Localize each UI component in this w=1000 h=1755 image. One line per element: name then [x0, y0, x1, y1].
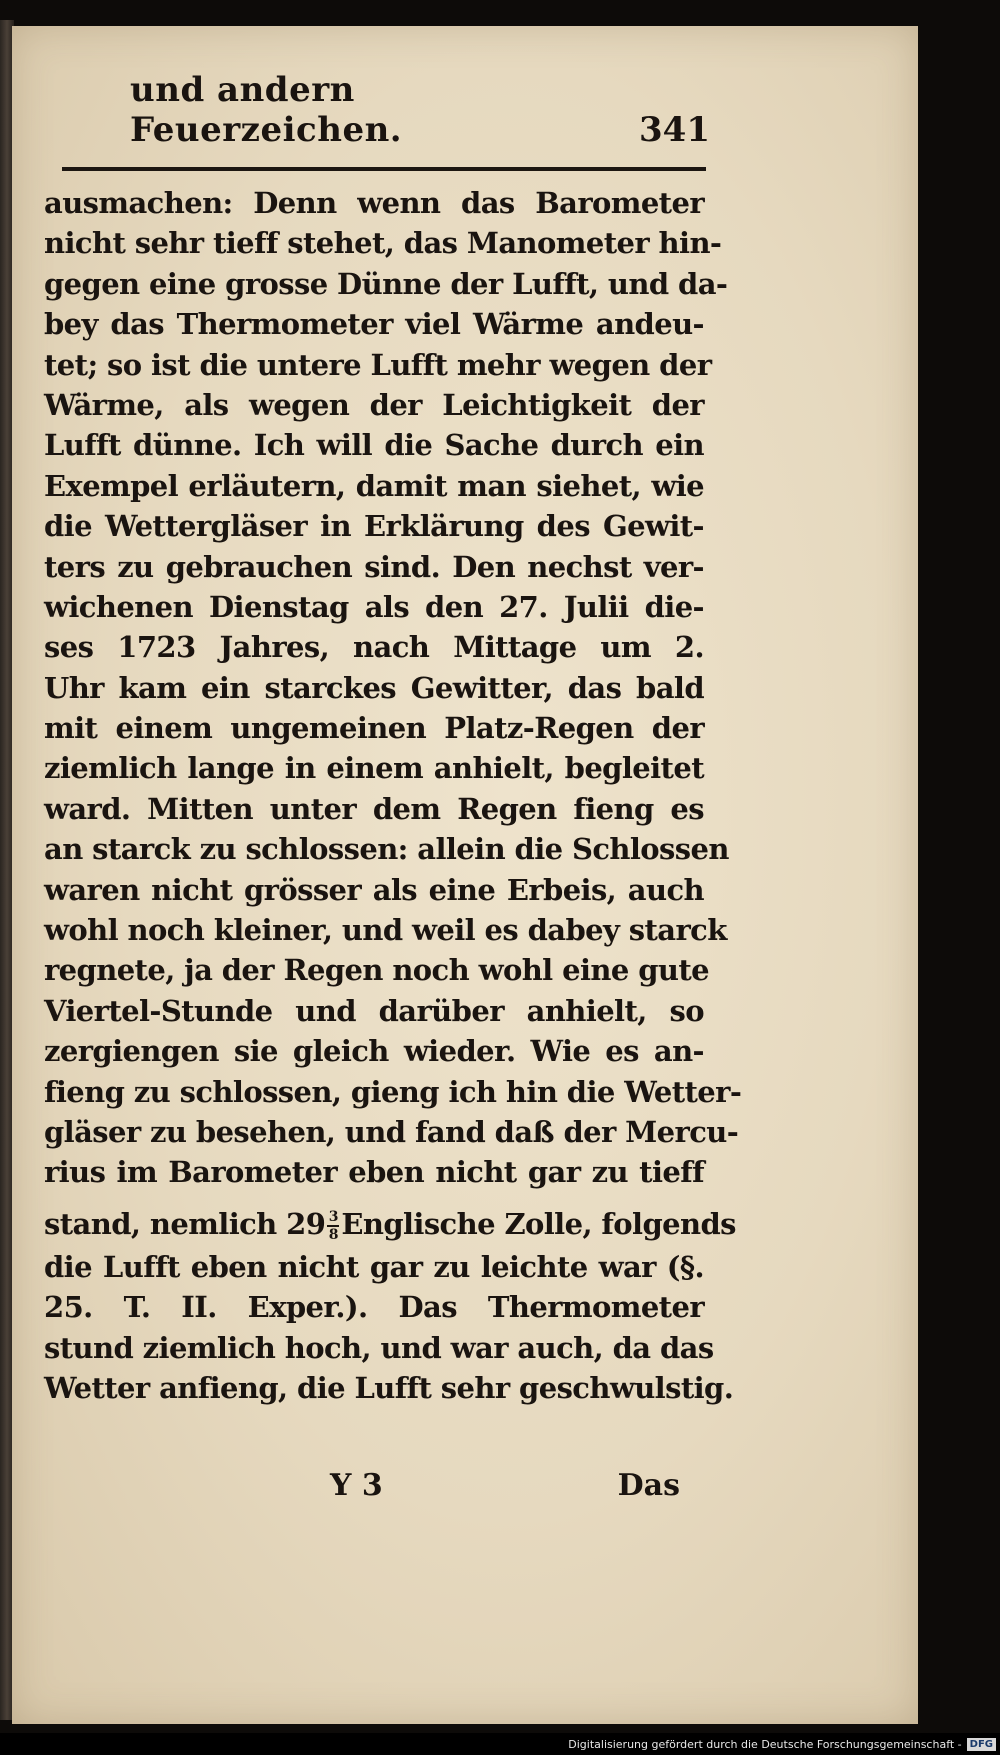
text-line: stund ziemlich hoch, und war auch, da das: [44, 1330, 714, 1365]
text-line: Wärme, als wegen der Leichtigkeit der: [44, 387, 704, 422]
text-line: zergiengen sie gleich wieder. Wie es an-: [44, 1034, 704, 1069]
text-line: 25. T. II. Exper.). Das Thermometer: [44, 1290, 704, 1325]
fraction-line-before: stand, nemlich 29: [44, 1206, 326, 1241]
text-line: tet; so ist die untere Lufft mehr wegen der: [44, 347, 712, 382]
text-line: Wetter anfieng, die Lufft sehr geschwulstig.: [44, 1370, 734, 1405]
text-line: ses 1723 Jahres, nach Mittage um 2.: [44, 630, 704, 665]
text-line: ters zu gebrauchen sind. Den nechst ver-: [44, 549, 704, 584]
header-rule: [62, 167, 706, 171]
catchword: Das: [617, 1467, 680, 1503]
credit-text: Digitalisierung gefördert durch die Deutsche Forschungsgemeinschaft -: [568, 1737, 962, 1751]
text-line: die Wettergläser in Erklärung des Gewit-: [44, 509, 704, 544]
signature-mark: Y 3: [330, 1467, 383, 1503]
text-line: die Lufft eben nicht gar zu leichte war (§.: [44, 1249, 704, 1284]
page-header: [130, 70, 710, 150]
text-line: an starck zu schlossen: allein die Schlossen: [44, 832, 729, 867]
fraction-text-line: [44, 1193, 736, 1247]
text-line: nicht sehr tieff stehet, das Manometer hin-: [44, 226, 722, 261]
dfg-logo: DFG: [967, 1738, 996, 1751]
body-text: [44, 183, 742, 1408]
text-line: bey das Thermometer viel Wärme andeu-: [44, 307, 704, 342]
page-footer: [330, 1462, 680, 1508]
text-line: fieng zu schlossen, gieng ich hin die Wetter-: [44, 1074, 742, 1109]
text-line: wohl noch kleiner, und weil es dabey starck: [44, 913, 727, 948]
page-number: 341: [639, 110, 710, 150]
text-line: ward. Mitten unter dem Regen fieng es: [44, 791, 704, 826]
text-line: regnete, ja der Regen noch wohl eine gute: [44, 953, 709, 988]
digitization-credit-bar: [0, 1733, 1000, 1755]
fraction-numerator: 3: [328, 1208, 338, 1225]
text-line: Lufft dünne. Ich will die Sache durch ein: [44, 428, 704, 463]
text-line: Exempel erläutern, damit man siehet, wie: [44, 468, 704, 503]
text-line: mit einem ungemeinen Platz-Regen der: [44, 711, 704, 746]
text-line: Viertel-Stunde und darüber anhielt, so: [44, 993, 704, 1028]
fraction-line-after: Englische Zolle, folgends: [341, 1206, 736, 1241]
text-line: ziemlich lange in einem anhielt, begleitet: [44, 751, 704, 786]
text-line: Uhr kam ein starckes Gewitter, das bald: [44, 670, 704, 705]
text-line: gegen eine grosse Dünne der Lufft, und da-: [44, 266, 728, 301]
fraction: [327, 1210, 339, 1242]
fraction-denominator: 8: [328, 1226, 338, 1243]
text-line: wichenen Dienstag als den 27. Julii die-: [44, 589, 704, 624]
text-line: ausmachen: Denn wenn das Barometer: [44, 186, 704, 220]
text-line: waren nicht grösser als eine Erbeis, auch: [44, 872, 704, 907]
text-line: gläser zu besehen, und fand daß der Mercu-: [44, 1114, 739, 1149]
text-line: rius im Barometer eben nicht gar zu tieff: [44, 1155, 704, 1190]
running-title: und andern Feuerzeichen.: [130, 70, 403, 150]
